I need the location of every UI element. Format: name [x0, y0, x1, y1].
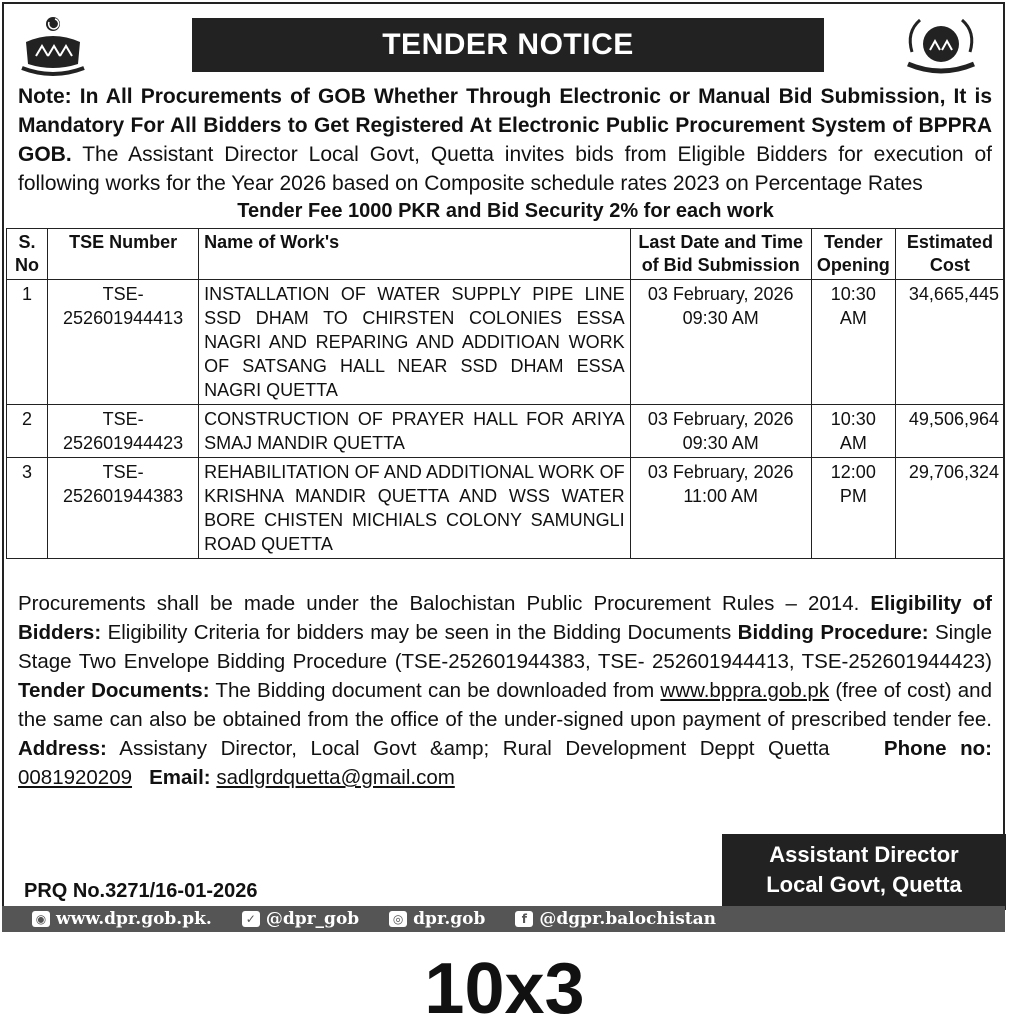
table-row — [7, 280, 1005, 405]
row-sno: 1 — [7, 280, 48, 405]
eligibility-text: Eligibility Criteria for bidders may be seen in the Bidding Documents — [101, 621, 732, 644]
instagram-icon: ◎ — [389, 911, 407, 927]
row-sno: 3 — [7, 458, 48, 559]
phone-number[interactable]: 0081920209 — [18, 766, 133, 789]
row-time: 11:00 AM — [683, 486, 759, 506]
row-sno: 2 — [7, 405, 48, 458]
row-work: INSTALLATION OF WATER SUPPLY PIPE LINE SSD DHAM TO CHIRSTEN COLONIES ESSA NAGRI AND REPARING AND ADDITIOAN WORK OF SATSANG HALL NEAR SSD DHAM ESSA NAGRI QUETTA — [199, 280, 630, 405]
row-time: 09:30 AM — [682, 433, 759, 453]
row-date-cell — [630, 458, 811, 559]
row-date: 03 February, 2026 — [647, 284, 794, 304]
footer-website[interactable] — [32, 909, 212, 929]
address-text: Assistany Director, Local Govt &amp; Rural Development Deppt Quetta — [106, 737, 830, 760]
row-date: 03 February, 2026 — [647, 409, 794, 429]
table-row — [7, 405, 1005, 458]
footer-facebook-text: @dgpr.balochistan — [539, 909, 717, 929]
works-table — [6, 228, 1005, 559]
footer-website-text: www.dpr.gob.pk. — [56, 909, 212, 929]
col-tse-header: TSE Number — [48, 229, 199, 280]
row-opening: 10:30 AM — [811, 280, 895, 405]
dpr-emblem-icon — [902, 12, 980, 82]
invitation-text: The Assistant Director Local Govt, Quetta invites bids from Eligible Bidders for execution of following works for the Year 2026 based on Composite schedule rates 2023 on Percentage Rates — [18, 143, 992, 195]
signature-office: Local Govt, Quetta — [766, 872, 962, 897]
footer-instagram[interactable] — [389, 909, 485, 929]
tender-notice-frame — [2, 2, 1005, 932]
footer-instagram-text: dpr.gob — [413, 909, 486, 929]
table-row — [7, 458, 1005, 559]
row-opening: 10:30 AM — [811, 405, 895, 458]
col-sno-header: S. No — [7, 229, 48, 280]
eligibility-label: Eligibility of Bidders: — [18, 592, 993, 644]
row-date: 03 February, 2026 — [647, 462, 794, 482]
row-date-cell — [630, 280, 811, 405]
footer-twitter[interactable] — [242, 909, 359, 929]
ad-size-label: 10x3 — [424, 949, 585, 1029]
phone-label: Phone no: — [883, 737, 992, 760]
documents-label: Tender Documents: — [18, 679, 210, 702]
col-date-header: Last Date and Time of Bid Submission — [630, 229, 811, 280]
email-link[interactable]: sadlgrdquetta@gmail.com — [216, 766, 455, 789]
documents-text-2: (free of cost) and the same can also be obtained from the office of the under-signed upon payment of prescribed tender fee. — [18, 679, 992, 731]
footer-facebook[interactable] — [515, 909, 716, 929]
bppra-website-link[interactable]: www.bppra.gob.pk — [660, 679, 830, 702]
table-header-row — [7, 229, 1005, 280]
row-work: CONSTRUCTION OF PRAYER HALL FOR ARIYA SMAJ MANDIR QUETTA — [199, 405, 630, 458]
prq-number: PRQ No.3271/16-01-2026 — [24, 880, 258, 902]
row-cost: 29,706,324 — [895, 458, 1004, 559]
balochistan-emblem-icon — [18, 12, 88, 82]
registration-note: Note: In All Procurements of GOB Whether Through Electronic or Manual Bid Submission, It is Mandatory For All Bidders to Get Registered At Electronic Public Procurement System of BPPRA GOB. — [18, 85, 992, 166]
globe-icon: ◉ — [32, 911, 50, 927]
row-time: 09:30 AM — [682, 308, 759, 328]
tender-fee-line: Tender Fee 1000 PKR and Bid Security 2% for each work — [237, 200, 774, 222]
procedure-text: Single Stage Two Envelope Bidding Procedure (TSE-252601944383, TSE- 252601944413, TSE-252601944423) — [18, 621, 992, 673]
procedure-label: Bidding Procedure: — [737, 621, 929, 644]
row-tse: TSE-252601944423 — [48, 405, 199, 458]
terms-paragraph — [18, 589, 992, 792]
email-label: Email: — [149, 766, 211, 789]
row-tse: TSE-252601944383 — [48, 458, 199, 559]
notice-title: TENDER NOTICE — [192, 18, 824, 72]
footer-bar — [2, 906, 1005, 932]
twitter-icon: ✓ — [242, 911, 260, 927]
rules-text: Procurements shall be made under the Balochistan Public Procurement Rules – 2014. — [18, 592, 860, 615]
row-cost: 49,506,964 — [895, 405, 1004, 458]
row-date-cell — [630, 405, 811, 458]
col-cost-header: Estimated Cost — [895, 229, 1004, 280]
intro-paragraph — [18, 82, 992, 198]
documents-text: The Bidding document can be downloaded from — [209, 679, 655, 702]
signature-title: Assistant Director — [769, 842, 959, 867]
row-tse: TSE-252601944413 — [48, 280, 199, 405]
col-opening-header: Tender Opening — [811, 229, 895, 280]
col-work-header: Name of Work's — [199, 229, 630, 280]
row-cost: 34,665,445 — [895, 280, 1004, 405]
footer-twitter-text: @dpr_gob — [265, 909, 360, 929]
facebook-icon: f — [515, 911, 533, 927]
row-opening: 12:00 PM — [811, 458, 895, 559]
row-work: REHABILITATION OF AND ADDITIONAL WORK OF KRISHNA MANDIR QUETTA AND WSS WATER BORE CHISTEN MICHIALS COLONY SAMUNGLI ROAD QUETTA — [199, 458, 630, 559]
signature-block — [722, 834, 1006, 910]
address-label: Address: — [18, 737, 107, 760]
